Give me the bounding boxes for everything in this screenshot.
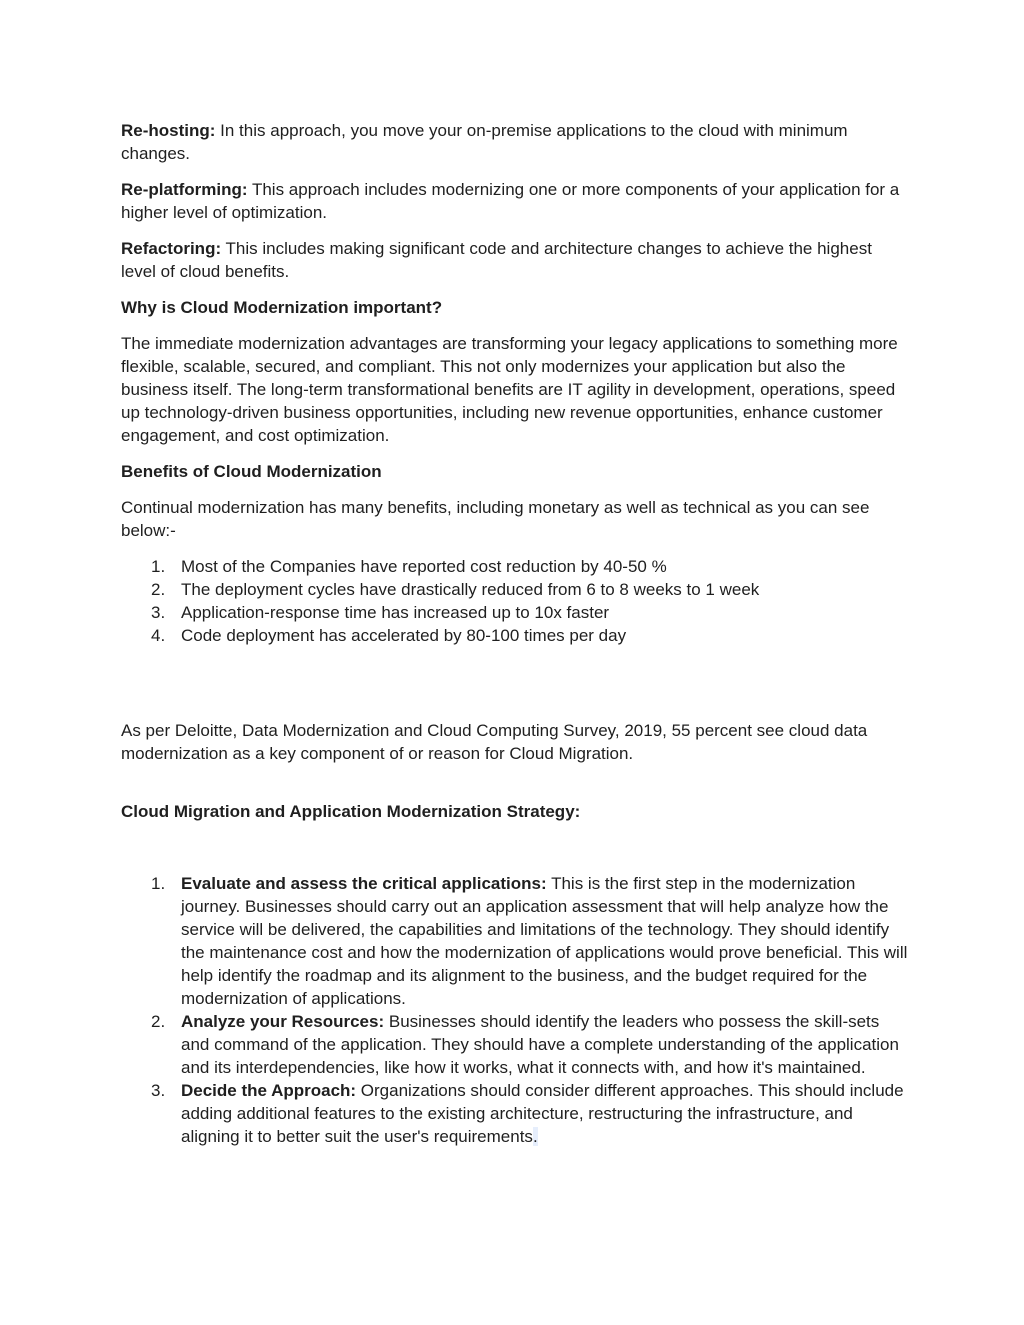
survey-text: , Data Modernization and Cloud Computing Survey, 2019, 55 percent see cloud data modernization as a key component of or reason for Cloud Migration.	[121, 721, 868, 763]
list-item-text: Application-response time has increased up to 10x faster	[181, 603, 610, 622]
list-item	[121, 872, 911, 1010]
list-item-term: Analyze your Resources:	[181, 1012, 385, 1031]
blank-space	[121, 765, 911, 800]
rehosting-term: Re-hosting:	[121, 121, 216, 140]
rehosting-text: In this approach, you move your on-premise applications to the cloud with minimum changes.	[121, 121, 848, 163]
survey-prefix: As per	[121, 721, 175, 740]
list-item-text: Businesses should identify the leaders who possess the skill-sets and command of the application. They should have a complete understanding of the application and its interdependencies, like how it works, what it connects with, and how it's maintained.	[181, 1012, 899, 1077]
list-item-text: Code deployment has accelerated by 80-100 times per day	[181, 626, 627, 645]
replatforming-text: This approach includes modernizing one or more components of your application for a higher level of optimization.	[121, 180, 900, 222]
list-number: 1.	[151, 874, 166, 893]
benefits-intro: Continual modernization has many benefits, including monetary as well as technical as you can see below:-	[121, 498, 870, 540]
document-page	[121, 119, 911, 1148]
benefits-heading: Benefits of Cloud Modernization	[121, 462, 382, 481]
list-number: 3.	[151, 1081, 166, 1100]
list-item-text: Most of the Companies have reported cost reduction by 40-50 %	[181, 557, 667, 576]
selection-highlight: .	[532, 1127, 538, 1146]
list-number: 2.	[151, 1012, 166, 1031]
survey-source-link[interactable]: Deloitte	[174, 721, 233, 740]
why-heading: Why is Cloud Modernization important?	[121, 298, 443, 317]
refactoring-term: Refactoring:	[121, 239, 222, 258]
blank-space	[121, 823, 911, 872]
replatforming-paragraph	[121, 178, 911, 224]
list-item	[121, 555, 911, 578]
rehosting-paragraph	[121, 119, 911, 165]
list-item	[121, 1079, 911, 1148]
strategy-list	[121, 872, 911, 1148]
list-number: 1.	[151, 557, 166, 576]
list-item-term: Evaluate and assess the critical applications:	[181, 874, 547, 893]
strategy-heading: Cloud Migration and Application Modernization Strategy:	[121, 802, 581, 821]
list-number: 2.	[151, 580, 166, 599]
list-item-text: This is the first step in the modernization journey. Businesses should carry out an application assessment that will help analyze how the service will be delivered, the capabilities and limitations of the technology. They should identify the maintenance cost and how the modernization of applications would prove beneficial. This will help identify the roadmap and its alignment to the business, and the budget required for the modernization of applications.	[181, 874, 908, 1008]
list-item	[121, 624, 911, 647]
list-item-text: Organizations should consider different approaches. This should include adding additional features to the existing architecture, restructuring the infrastructure, and aligning it to better suit the user's requirements	[181, 1081, 904, 1146]
list-item-text: The deployment cycles have drastically reduced from 6 to 8 weeks to 1 week	[181, 580, 760, 599]
list-item-term: Decide the Approach:	[181, 1081, 357, 1100]
refactoring-text: This includes making significant code and architecture changes to achieve the highest level of cloud benefits.	[121, 239, 872, 281]
list-item	[121, 1010, 911, 1079]
why-body: The immediate modernization advantages are transforming your legacy applications to something more flexible, scalable, secured, and compliant. This not only modernizes your application but also the business itself. The long-term transformational benefits are IT agility in development, operations, speed up technology-driven business opportunities, including new revenue opportunities, enhance customer engagement, and cost optimization.	[121, 334, 898, 445]
list-item	[121, 601, 911, 624]
survey-paragraph	[121, 719, 911, 765]
blank-space	[121, 647, 911, 719]
replatforming-term: Re-platforming:	[121, 180, 248, 199]
list-number: 4.	[151, 626, 166, 645]
refactoring-paragraph	[121, 237, 911, 283]
benefits-list	[121, 555, 911, 647]
list-item	[121, 578, 911, 601]
list-number: 3.	[151, 603, 166, 622]
